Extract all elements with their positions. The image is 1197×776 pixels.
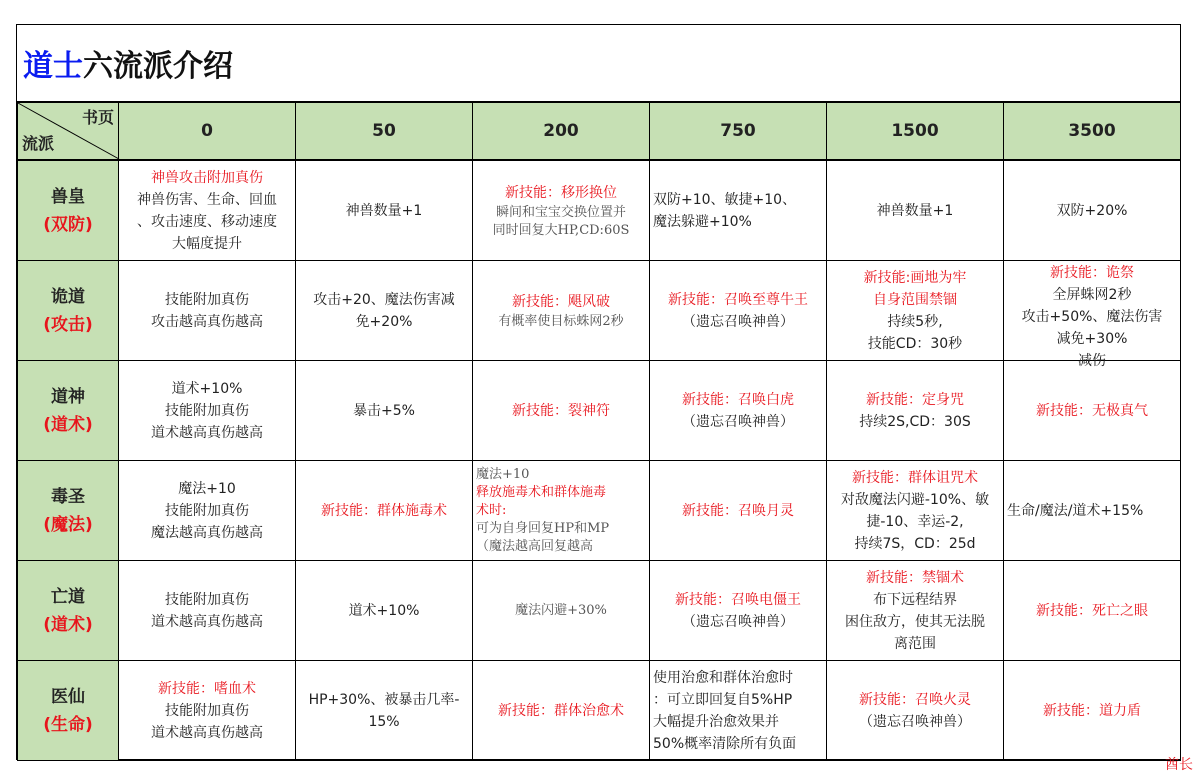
column-header: 200 [473, 103, 650, 160]
corner-header-cell [18, 103, 119, 160]
skill-text: 新技能：死亡之眼 [1036, 602, 1148, 619]
faction-name: 毒圣 [51, 486, 85, 507]
skill-text: 新技能：禁锢术 [866, 569, 964, 586]
bonus-cell [827, 661, 1004, 761]
bonus-text: 道术越高真伤越高 [151, 424, 263, 441]
bonus-cell [1004, 361, 1181, 461]
bonus-text: 有概率使目标蛛网2秒 [498, 313, 624, 329]
bonus-text: 道术越高真伤越高 [151, 613, 263, 630]
bonus-text: 大幅提升治愈效果并 [653, 713, 779, 730]
title-class-name: 道士 [23, 49, 83, 84]
bonus-text: 15% [368, 713, 400, 730]
bonus-text: 魔法闪避+30% [515, 602, 607, 618]
faction-name: 亡道 [51, 586, 85, 607]
bonus-cell [1004, 661, 1181, 761]
bonus-text: 持续2S,CD：30S [859, 413, 971, 430]
bonus-text: 50%概率清除所有负面 [653, 735, 797, 752]
skill-text: 新技能：移形换位 [505, 184, 617, 201]
bonus-cell [473, 561, 650, 661]
skill-text: 新技能：群体诅咒术 [852, 469, 978, 486]
bonus-cell [473, 261, 650, 361]
skill-text: 术时: [476, 502, 507, 518]
bonus-cell [650, 461, 827, 561]
bonus-cell [827, 561, 1004, 661]
bonus-text: 攻击+20、魔法伤害减 [313, 291, 455, 308]
bonus-text: （遗忘召唤神兽） [682, 413, 794, 430]
skill-text: 新技能：无极真气 [1036, 402, 1148, 419]
title-suffix: 六流派介绍 [83, 49, 233, 84]
bonus-cell [473, 361, 650, 461]
corner-label-factions: 流派 [22, 134, 55, 153]
bonus-cell [1004, 261, 1181, 369]
faction-name-cell [18, 161, 119, 261]
bonus-cell [296, 261, 473, 361]
bonus-text: 持续7S，CD：25d [854, 535, 976, 552]
bonus-text: （遗忘召唤神兽） [682, 313, 794, 330]
faction-body [17, 160, 1181, 761]
bonus-text: （魔法越高回复越高 [476, 538, 594, 554]
faction-type: (道术) [43, 414, 93, 435]
bonus-cell [119, 261, 296, 361]
skill-text: 新技能：道力盾 [1043, 702, 1141, 719]
skill-text: 自身范围禁锢 [873, 291, 957, 308]
spreadsheet [16, 24, 1181, 760]
bonus-text: 大幅度提升 [172, 235, 242, 252]
bonus-cell [650, 261, 827, 361]
faction-row [18, 161, 1181, 261]
bonus-cell [650, 661, 827, 761]
bonus-cell [296, 561, 473, 661]
bonus-cell [827, 161, 1004, 261]
bonus-text: 离范围 [894, 635, 936, 652]
bonus-text: 攻击+50%、魔法伤害 [1021, 308, 1163, 325]
bonus-text: 道术越高真伤越高 [151, 724, 263, 741]
page-title [17, 25, 1180, 102]
bonus-cell [650, 561, 827, 661]
bonus-text: 魔法躲避+10% [653, 213, 752, 230]
skill-text: 新技能：嗜血术 [158, 680, 256, 697]
bonus-text: 神兽伤害、生命、回血 [137, 191, 277, 208]
bonus-cell [1004, 161, 1181, 261]
faction-name: 兽皇 [51, 186, 85, 207]
bonus-text: 技能附加真伤 [165, 591, 249, 608]
skill-text: 新技能：群体治愈术 [498, 702, 624, 719]
faction-name-cell [18, 361, 119, 461]
bonus-text: 技能附加真伤 [165, 502, 249, 519]
bonus-text: 道术+10% [348, 602, 420, 619]
faction-row [18, 461, 1181, 561]
bonus-text: 同时回复大HP,CD:60S [492, 222, 630, 238]
bonus-cell [296, 361, 473, 461]
bonus-text: 减伤 [1078, 352, 1106, 369]
bonus-text: 使用治愈和群体治愈时 [653, 669, 793, 686]
bonus-text: 攻击越高真伤越高 [151, 313, 263, 330]
bonus-cell [650, 161, 827, 261]
bonus-text: 全屏蛛网2秒 [1052, 286, 1132, 303]
bonus-text: 免+20% [355, 313, 413, 330]
bonus-cell [473, 461, 650, 561]
column-header: 3500 [1004, 103, 1181, 160]
column-header: 750 [650, 103, 827, 160]
bonus-cell [827, 361, 1004, 461]
column-header: 1500 [827, 103, 1004, 160]
corner-label-pages: 书页 [81, 108, 114, 127]
faction-table [17, 102, 1181, 160]
faction-type: (攻击) [43, 314, 93, 335]
bonus-text: 布下远程结界 [873, 591, 957, 608]
bonus-text: 技能CD：30秒 [867, 335, 963, 352]
faction-type: (双防) [43, 214, 93, 235]
bonus-text: 魔法+10 [476, 466, 530, 482]
signature: 酋长 [1165, 757, 1193, 773]
bonus-cell [296, 161, 473, 261]
bonus-text: 减免+30% [1056, 330, 1128, 347]
header-row [18, 103, 1181, 160]
skill-text: 神兽攻击附加真伤 [151, 169, 263, 186]
faction-row [18, 661, 1181, 761]
faction-type: (生命) [43, 714, 93, 735]
skill-text: 新技能：群体施毒术 [321, 502, 447, 519]
bonus-cell [650, 361, 827, 461]
bonus-text: 可为自身回复HP和MP [476, 520, 610, 536]
skill-text: 新技能:画地为牢 [863, 269, 967, 286]
faction-row [18, 361, 1181, 461]
bonus-text: 暴击+5% [353, 402, 415, 419]
bonus-text: （遗忘召唤神兽） [682, 613, 794, 630]
bonus-text: 神兽数量+1 [345, 202, 423, 219]
bonus-text: （遗忘召唤神兽） [859, 713, 971, 730]
bonus-text: 对敌魔法闪避-10%、敏 [840, 491, 990, 508]
bonus-text: ：可立即回复自5%HP [653, 691, 793, 708]
bonus-text: 魔法+10 [178, 480, 236, 497]
bonus-cell [119, 561, 296, 661]
faction-row [18, 261, 1181, 361]
bonus-text: 持续5秒, [887, 313, 943, 330]
column-header: 0 [119, 103, 296, 160]
bonus-text: 道术+10% [171, 380, 243, 397]
bonus-cell [296, 661, 473, 761]
bonus-text: 捷-10、幸运-2, [866, 513, 964, 530]
bonus-text: 神兽数量+1 [876, 202, 954, 219]
bonus-text: 、攻击速度、移动速度 [137, 213, 277, 230]
bonus-cell [1004, 461, 1181, 561]
bonus-cell [827, 261, 1004, 361]
column-header: 50 [296, 103, 473, 160]
bonus-text: 技能附加真伤 [165, 402, 249, 419]
bonus-text: 技能附加真伤 [165, 702, 249, 719]
faction-name-cell [18, 461, 119, 561]
faction-name: 诡道 [51, 286, 85, 307]
skill-text: 新技能：召唤电僵王 [675, 591, 801, 608]
bonus-text: 双防+10、敏捷+10、 [653, 191, 797, 208]
bonus-text: HP+30%、被暴击几率- [308, 691, 460, 708]
bonus-cell [296, 461, 473, 561]
faction-row [18, 561, 1181, 661]
skill-text: 新技能：飓风破 [512, 293, 610, 310]
faction-name-cell [18, 661, 119, 761]
faction-name-cell [18, 261, 119, 361]
skill-text: 新技能：裂神符 [512, 402, 610, 419]
skill-text: 释放施毒术和群体施毒 [476, 484, 607, 500]
skill-text: 新技能：召唤至尊牛王 [668, 291, 808, 308]
faction-name: 医仙 [51, 686, 85, 707]
faction-name-cell [18, 561, 119, 661]
bonus-text: 魔法越高真伤越高 [151, 524, 263, 541]
bonus-text: 瞬间和宝宝交换位置并 [495, 204, 626, 220]
skill-text: 新技能：召唤火灵 [859, 691, 971, 708]
bonus-text: 困住敌方，使其无法脱 [845, 613, 985, 630]
faction-type: (道术) [43, 614, 93, 635]
skill-text: 新技能：定身咒 [866, 391, 964, 408]
faction-name: 道神 [51, 386, 85, 407]
bonus-text: 技能附加真伤 [165, 291, 249, 308]
bonus-text: 双防+20% [1056, 202, 1128, 219]
faction-type: (魔法) [43, 514, 93, 535]
bonus-cell [1004, 561, 1181, 661]
bonus-text: 生命/魔法/道术+15% [1007, 502, 1144, 519]
bonus-cell [119, 661, 296, 761]
bonus-cell [119, 361, 296, 461]
skill-text: 新技能：诡祭 [1050, 264, 1134, 281]
skill-text: 新技能：召唤白虎 [682, 391, 794, 408]
bonus-cell [473, 661, 650, 761]
bonus-cell [473, 161, 650, 261]
bonus-cell [119, 161, 296, 261]
bonus-cell [119, 461, 296, 561]
bonus-cell [827, 461, 1004, 561]
skill-text: 新技能：召唤月灵 [682, 502, 794, 519]
